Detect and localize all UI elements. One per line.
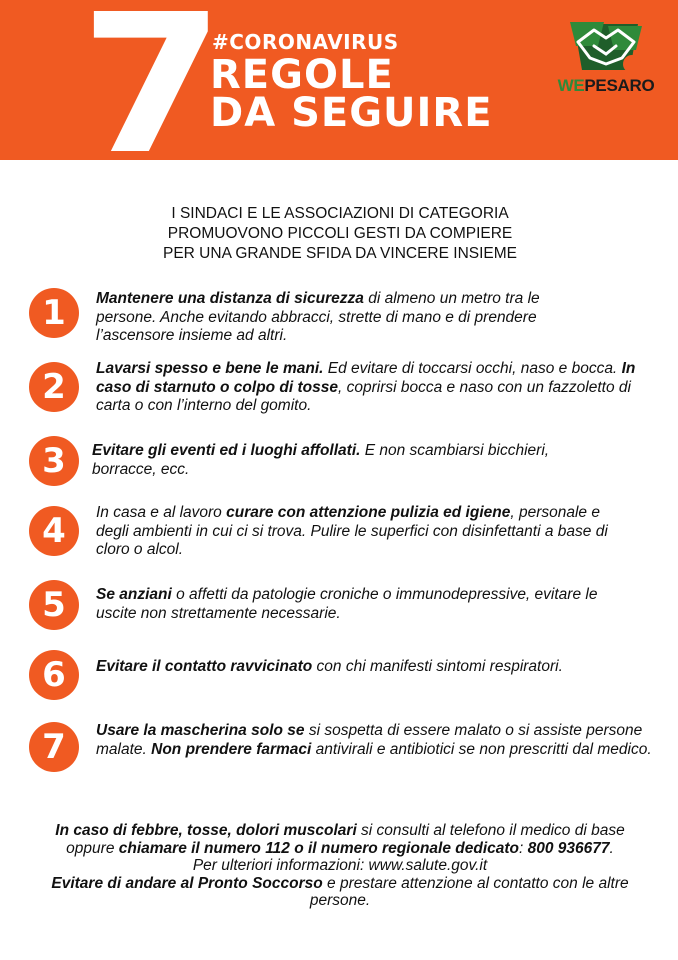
hashtag-coronavirus: #CORONAVIRUS <box>212 30 399 54</box>
rule-text: Usare la mascherina solo se si sospetta di essere malato o si assiste persone malate. Non prendere farmaci antivirali e antibiotici se non prescritti dal medico. <box>96 722 652 758</box>
title-line-1: REGOLE <box>210 52 394 98</box>
big-number-seven: 7 <box>80 0 225 160</box>
handshake-icon <box>566 16 646 78</box>
rule-text: Evitare gli eventi ed i luoghi affollati. E non scambiarsi bicchieri, borracce, ecc. <box>92 442 550 478</box>
logo-wordmark: WEPESARO <box>557 76 655 95</box>
rule-text: Lavarsi spesso e bene le mani. Ed evitare di toccarsi occhi, naso e bocca. In caso di starnuto o colpo di tosse, coprirsi bocca e naso con un fazzoletto di carta o con l’interno del gomito. <box>96 360 636 414</box>
title-line-2: DA SEGUIRE <box>210 90 493 136</box>
rule-text: Evitare il contatto ravvicinato con chi manifesti sintomi respiratori. <box>96 658 563 675</box>
rule-number-badge: 7 <box>29 722 79 772</box>
wepesaro-logo <box>544 14 668 104</box>
rule-number-badge: 3 <box>29 436 79 486</box>
rule-text: In casa e al lavoro curare con attenzione pulizia ed igiene, personale e degli ambienti in cui ci si trova. Pulire le superfici con disinfettanti a base di cloro o alcol. <box>96 504 608 558</box>
rule-number-badge: 5 <box>29 580 79 630</box>
intro-text: I SINDACI E LE ASSOCIAZIONI DI CATEGORIA PROMUOVONO PICCOLI GESTI DA COMPIERE PER UNA GRANDE SFIDA DA VINCERE INSIEME <box>163 205 517 262</box>
page-title <box>210 52 493 136</box>
info-link-text: Per ulteriori informazioni: www.salute.gov.it <box>192 857 488 874</box>
rule-number-badge: 4 <box>29 506 79 556</box>
rule-text: Mantenere una distanza di sicurezza di almeno un metro tra le persone. Anche evitando abbracci, strette di mano e di prendere l’ascensore insieme ad altri. <box>96 290 540 344</box>
rule-number-badge: 1 <box>29 288 79 338</box>
rule-text: Se anziani o affetti da patologie croniche o immunodepressive, evitare le uscite non strettamente necessarie. <box>96 586 598 622</box>
rule-number-badge: 6 <box>29 650 79 700</box>
rule-number-badge: 2 <box>29 362 79 412</box>
footer-notice: In caso di febbre, tosse, dolori muscolari si consulti al telefono il medico di base oppure chiamare il numero 112 o il numero regionale dedicato: 800 936677. Per ulteriori informazioni: www.salute.gov.it Evitare di andare al Pronto Soccorso e prestare attenzione al contatto con le altre persone. <box>40 822 640 910</box>
header-banner <box>0 0 678 160</box>
